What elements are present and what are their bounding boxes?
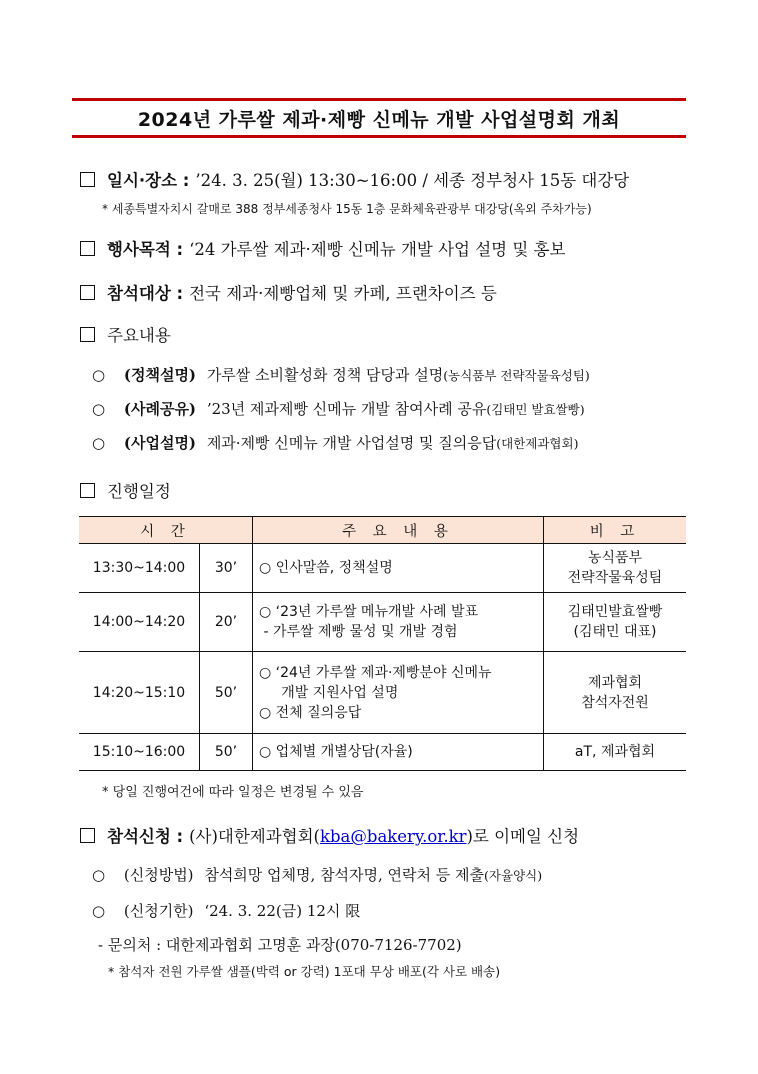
row-content: ○ ‘24년 가루쌀 제과·제빵분야 신메뉴 개발 지원사업 설명 ○ 전체 질의응답: [253, 652, 544, 734]
checkbox-icon: [80, 241, 95, 256]
section-schedule-place: [80, 167, 629, 191]
schedule-place-label: 일시·장소 :: [107, 171, 190, 190]
purpose-value: ‘24 가루쌀 제과·제빵 신메뉴 개발 사업 설명 및 홍보: [189, 240, 566, 259]
row-duration: 20’: [200, 593, 253, 652]
section-apply: [80, 823, 579, 847]
apply-org: (사)대한제과협회(: [189, 827, 320, 846]
section-progress: [80, 478, 171, 502]
item-text: ’23년 제과제빵 신메뉴 개발 참여사례 공유: [206, 400, 487, 418]
item-text: 제과·제빵 신메뉴 개발 사업설명 및 질의응답: [206, 434, 497, 452]
checkbox-icon: [80, 327, 95, 342]
header-content: 주 요 내 용: [253, 517, 544, 544]
row-time: 15:10~16:00: [79, 734, 200, 771]
row-content: ○ 업체별 개별상담(자율): [253, 734, 544, 771]
apply-label: 참석신청 :: [107, 827, 184, 846]
table-row: [79, 544, 686, 593]
table-row: [79, 734, 686, 771]
row-note: 김태민발효쌀빵 (김태민 대표): [544, 593, 687, 652]
contact-line: - 문의처 : 대한제과협회 고명훈 과장(070-7126-7702): [98, 936, 462, 954]
row-duration: 50’: [200, 734, 253, 771]
schedule-table: [79, 516, 686, 771]
row-note: aT, 제과협회: [544, 734, 687, 771]
row-note: 제과협회 참석자전원: [544, 652, 687, 734]
header-time: 시 간: [79, 517, 253, 544]
row-duration: 30’: [200, 544, 253, 593]
purpose-label: 행사목적 :: [107, 240, 184, 259]
item-text: 가루쌀 소비활성화 정책 담당과 설명: [206, 366, 444, 384]
checkbox-icon: [80, 172, 95, 187]
checkbox-icon: [80, 285, 95, 300]
schedule-place-value: ’24. 3. 25(월) 13:30~16:00 / 세종 정부청사 15동 대강당: [195, 171, 630, 190]
item-tag: (사업설명): [123, 434, 197, 452]
main-content-label: 주요내용: [107, 326, 171, 345]
item-tag: (사례공유): [123, 400, 197, 418]
table-header-row: [79, 517, 686, 544]
row-time: 14:20~15:10: [79, 652, 200, 734]
schedule-footnote: * 당일 진행여건에 따라 일정은 변경될 수 있음: [102, 785, 364, 800]
deadline-text: ‘24. 3. 22(금) 12시 限: [204, 902, 361, 920]
row-time: 13:30~14:00: [79, 544, 200, 593]
item-small: (대한제과협회): [496, 436, 579, 451]
apply-suffix: )로 이메일 신청: [466, 827, 580, 846]
main-content-item: ○ (사례공유) ’23년 제과제빵 신메뉴 개발 참여사례 공유(김태민 발효쌀빵): [92, 400, 585, 418]
main-content-item: ○ (사업설명) 제과·제빵 신메뉴 개발 사업설명 및 질의응답(대한제과협회): [92, 434, 579, 452]
row-content: ○ ‘23년 가루쌀 메뉴개발 사례 발표 - 가루쌀 제빵 물성 및 개발 경험: [253, 593, 544, 652]
schedule-place-note: * 세종특별자치시 갈매로 388 정부세종청사 15동 1층 문화체육관광부 대강당(옥외 주차가능): [102, 202, 592, 216]
audience-label: 참석대상 :: [107, 284, 184, 303]
section-main-content: [80, 322, 171, 346]
section-purpose: [80, 236, 565, 260]
apply-deadline: ○ (신청기한) ‘24. 3. 22(금) 12시 限: [92, 902, 361, 920]
main-content-item: ○ (정책설명) 가루쌀 소비활성화 정책 담당과 설명(농식품부 전략작물육성팀): [92, 366, 590, 384]
gift-note: * 참석자 전원 가루쌀 샘플(박력 or 강력) 1포대 무상 배포(각 사로 배송): [108, 964, 501, 979]
apply-method: ○ (신청방법) 참석희망 업체명, 참석자명, 연락처 등 제출(자율양식): [92, 866, 543, 884]
row-time: 14:00~14:20: [79, 593, 200, 652]
method-tag: (신청방법): [123, 866, 194, 884]
deadline-tag: (신청기한): [123, 902, 194, 920]
header-note: 비 고: [544, 517, 687, 544]
table-row: [79, 652, 686, 734]
checkbox-icon: [80, 483, 95, 498]
row-note: 농식품부 전략작물육성팀: [544, 544, 687, 593]
page-title: 2024년 가루쌀 제과·제빵 신메뉴 개발 사업설명회 개최: [72, 98, 686, 138]
apply-email-link[interactable]: kba@bakery.or.kr: [320, 827, 467, 846]
item-small: (농식품부 전략작물육성팀): [443, 368, 590, 383]
section-audience: [80, 280, 497, 304]
method-small: (자율양식): [484, 868, 543, 883]
audience-value: 전국 제과·제빵업체 및 카페, 프랜차이즈 등: [189, 284, 497, 303]
row-duration: 50’: [200, 652, 253, 734]
table-row: [79, 593, 686, 652]
method-text: 참석희망 업체명, 참석자명, 연락처 등 제출: [204, 866, 485, 884]
item-small: (김태민 발효쌀빵): [486, 402, 585, 417]
row-content: ○ 인사말씀, 정책설명: [253, 544, 544, 593]
checkbox-icon: [80, 828, 95, 843]
item-tag: (정책설명): [123, 366, 197, 384]
progress-label: 진행일정: [107, 482, 171, 501]
